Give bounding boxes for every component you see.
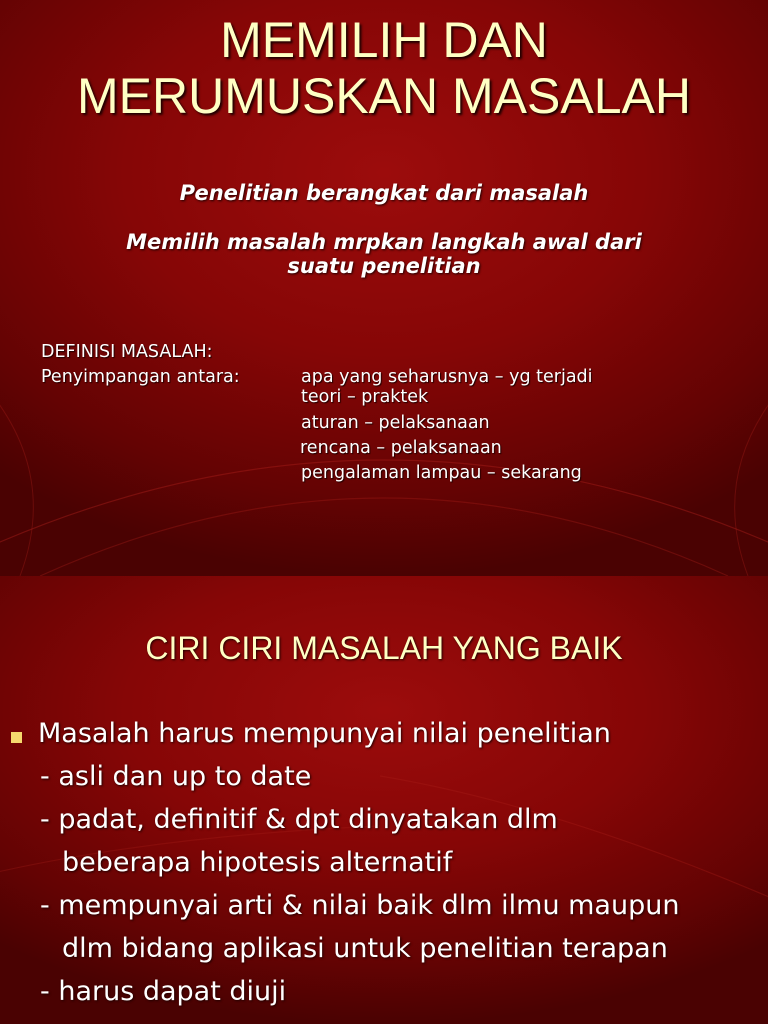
subtitle-first-step: [0, 230, 768, 278]
slide-title-line-1: MEMILIH DAN: [220, 12, 548, 68]
subtitle-2-line-2: suatu penelitian: [287, 254, 481, 278]
definition-heading: DEFINISI MASALAH:: [41, 342, 213, 362]
definition-item: teori – praktek: [301, 387, 429, 407]
list-line: - mempunyai arti & nilai baik dlm ilmu maupun: [40, 890, 680, 921]
list-line: - padat, definitif & dpt dinyatakan dlm: [40, 804, 558, 835]
definition-item: pengalaman lampau – sekarang: [301, 463, 582, 483]
slide-2-title: CIRI CIRI MASALAH YANG BAIK: [145, 630, 623, 666]
list-line: beberapa hipotesis alternatif: [62, 847, 453, 878]
definition-item: rencana – pelaksanaan: [300, 438, 502, 458]
slide-2: [0, 576, 768, 1024]
slide-title: [0, 12, 768, 124]
bullet-square-icon: [11, 732, 22, 743]
definition-item: apa yang seharusnya – yg terjadi: [301, 367, 593, 387]
definition-item: aturan – pelaksanaan: [301, 413, 490, 433]
list-line: - harus dapat diuji: [40, 976, 287, 1007]
slide-title-line-2: MERUMUSKAN MASALAH: [77, 68, 691, 124]
subtitle-2-line-1: Memilih masalah mrpkan langkah awal dari: [126, 230, 642, 254]
subtitle-problem-origin: [0, 181, 768, 205]
list-line: dlm bidang aplikasi untuk penelitian terapan: [62, 933, 668, 964]
definition-lead: Penyimpangan antara:: [41, 367, 240, 387]
subtitle-1-text: Penelitian berangkat dari masalah: [179, 181, 589, 205]
list-line: - asli dan up to date: [40, 761, 312, 792]
bullet-text: Masalah harus mempunyai nilai penelitian: [38, 718, 611, 749]
